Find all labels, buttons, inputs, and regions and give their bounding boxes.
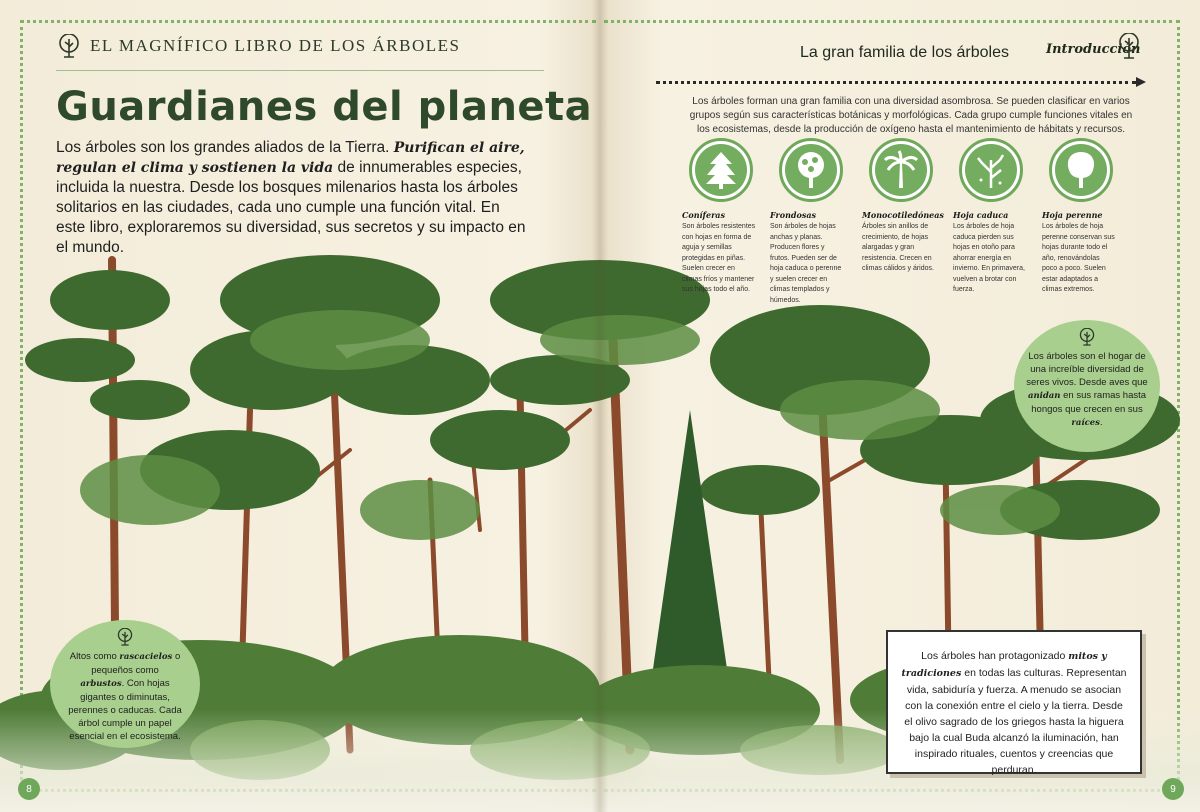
- bubble-text: en sus ramas hasta hongos que crecen en sus: [1031, 390, 1147, 415]
- category-name: Hoja caduca: [953, 210, 1009, 220]
- deciduous-tree-icon: [959, 138, 1023, 202]
- tree-icon: [58, 34, 80, 58]
- page-title: Guardianes del planeta: [56, 84, 593, 130]
- info-bubble-left: [50, 620, 200, 748]
- category-name: Frondosas: [770, 210, 817, 220]
- info-bubble-right: [1014, 320, 1160, 452]
- category-name: Monocotiledóneas: [862, 210, 944, 220]
- box-text: en todas las culturas. Representan vida, sabiduría y fuerza. A menudo se asocian con la conexión entre el cielo y la tierra. Desde el olivo sagrado de los griegos hasta la higuera bajo la cual Buda alcanzó la iluminación, han inspirado rituales, cuentos y creencias que perduran.: [904, 667, 1127, 776]
- box-emphasis: mitos y tradiciones: [901, 651, 1107, 679]
- category-description: Son árboles resistentes con hojas en forma de aguja y semillas protegidas en piñas. Suelen crecer en climas fríos y mantener sus hojas todo el año.: [682, 223, 756, 293]
- page-gutter: [592, 0, 608, 812]
- bubble-text: o pequeños como: [91, 651, 181, 676]
- category-name: Coníferas: [682, 210, 725, 220]
- page-number-left: 8: [18, 778, 40, 800]
- evergreen-tree-icon: [1049, 138, 1113, 202]
- families-intro: Los árboles forman una gran familia con una diversidad asombrosa. Se pueden clasificar en varios grupos según sus características botánicas y morfológicas. Cada grupo cumple funciones vitales en los ecosistemas, desde la producción de oxígeno hasta el mantenimiento de hábitats y recursos.: [689, 96, 1133, 135]
- tree-icon: [1118, 33, 1140, 59]
- bubble-emphasis: arbustos: [80, 679, 122, 689]
- tree-icon: [1079, 328, 1095, 350]
- broadleaf-tree-icon: [779, 138, 843, 202]
- conifer-icon: [689, 138, 753, 202]
- section-title-text: La gran familia de los árboles: [800, 44, 1010, 61]
- dotted-arrow: [656, 81, 1136, 84]
- header-rule: [56, 70, 544, 71]
- myths-box: [886, 630, 1142, 774]
- bubble-emphasis: raíces: [1071, 418, 1100, 428]
- tree-icon: [117, 628, 133, 650]
- bubble-text: Los árboles son el hogar de una increíble diversidad de seres vivos. Desde aves que: [1026, 351, 1148, 388]
- intro-emphasis: Purifican el aire, regulan el clima y sostienen la vida: [56, 140, 525, 176]
- intro-text-1: Los árboles son los grandes aliados de la Tierra.: [56, 139, 394, 156]
- section-title: [800, 44, 1009, 62]
- bubble-text: Altos como: [69, 651, 120, 662]
- category-description: Son árboles de hojas anchas y planas. Producen flores y frutos. Pueden ser de hoja caduca o perenne y suelen crecer en climas templados y húmedos.: [770, 223, 842, 304]
- page-number-right: 9: [1162, 778, 1184, 800]
- left-running-header: [58, 34, 460, 58]
- bubble-emphasis: rascacielos: [119, 652, 173, 662]
- category-description: Árboles sin anillos de crecimiento, de hojas alargadas y gran resistencia. Crecen en climas cálidos y áridos.: [862, 223, 934, 272]
- box-text: Los árboles han protagonizado: [921, 650, 1069, 662]
- bubble-text: . Con hojas gigantes o diminutas, perennes o caducas. Cada árbol cumple un papel esencial en el ecosistema.: [68, 678, 182, 742]
- category-description: Los árboles de hoja caduca pierden sus hojas en otoño para ahorrar energía en invierno. En primavera, vuelven a brotar con fuerza.: [953, 223, 1025, 293]
- category-description: Los árboles de hoja perenne conservan sus hojas durante todo el año, renovándolas poco a poco. Suelen estar adaptados a climas extremos.: [1042, 223, 1115, 293]
- section-label: Introducción: [1046, 42, 1141, 57]
- intro-text-2: de innumerables especies, incluida la nuestra. Desde los bosques milenarios hasta los árboles solitarios en las ciudades, cada uno cumple una función vital. En este libro, exploraremos su diversidad, sus secretos y su impacto en el mundo.: [56, 159, 526, 256]
- book-title: EL MAGNÍFICO LIBRO DE LOS ÁRBOLES: [90, 36, 461, 55]
- palm-tree-icon: [869, 138, 933, 202]
- bubble-text: .: [1099, 417, 1103, 428]
- bubble-emphasis: anidan: [1027, 391, 1061, 401]
- intro-paragraph: [56, 138, 526, 258]
- category-name: Hoja perenne: [1042, 210, 1103, 220]
